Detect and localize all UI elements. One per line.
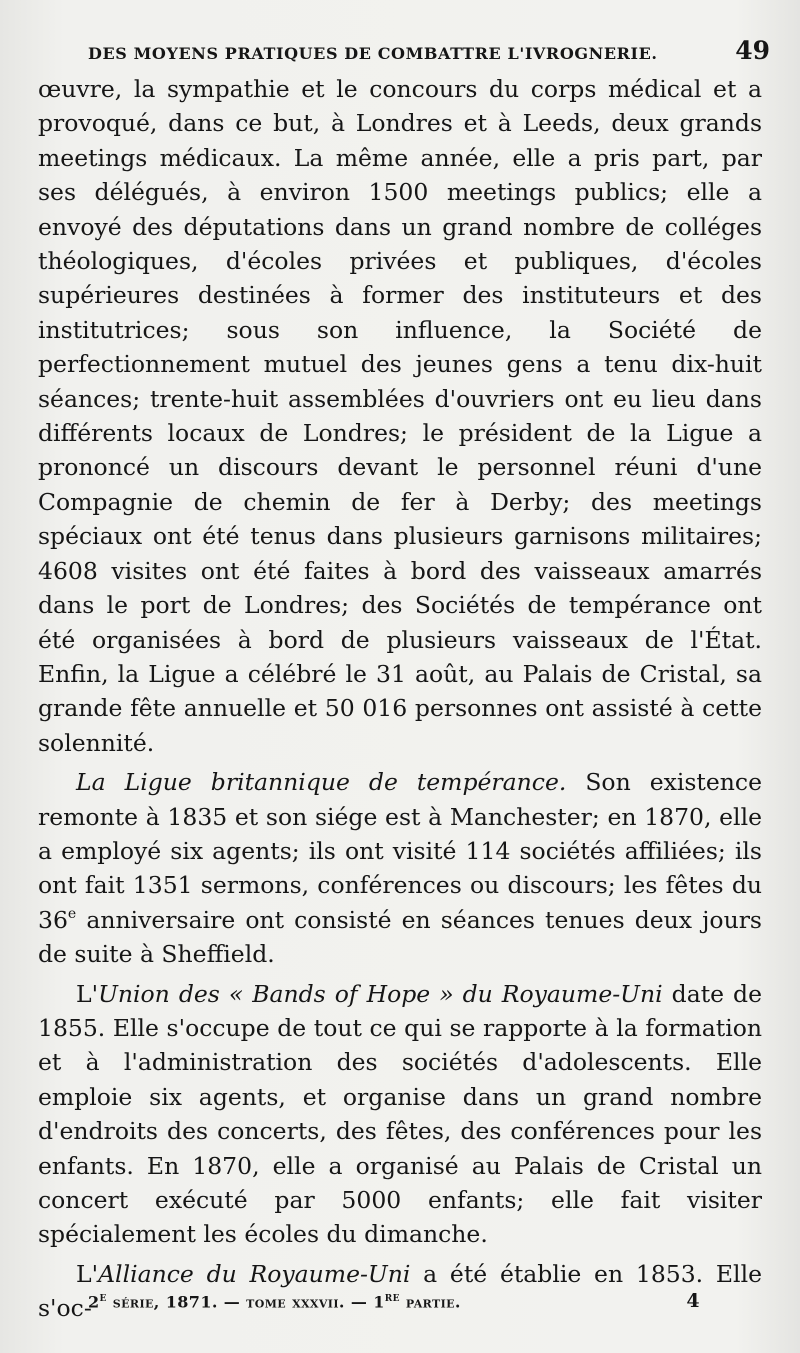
text-run: date de 1855. Elle s'occupe de tout ce qui se rapporte à la formation et à l'administration des sociétés d'adolescents. Elle emploie six agents, et organise dans un grand nombre d'endroits des concerts, des fêtes, des conférences pour les enfants. En 1870, elle a organisé au Palais de Cristal un concert exécuté par 5000 enfants; elle fait visiter spécialement les écoles du dimanche.: [38, 979, 763, 1249]
signature-mark: 4: [686, 1290, 700, 1313]
paragraph: [38, 977, 762, 1252]
text-run: L': [76, 979, 99, 1008]
series-line: 2e série, 1871. — tome xxxvii. — 1re partie.: [88, 1289, 461, 1312]
italic-run: Union des « Bands of Hope » du Royaume-Uni: [98, 979, 663, 1008]
text-run: 36: [38, 905, 68, 934]
superscript: e: [67, 905, 77, 922]
text-run: anniversaire ont consisté en séances tenues deux jours de suite à Sheffield.: [38, 905, 762, 969]
text-run: a été établie en 1853. Elle s'oc-: [38, 1259, 762, 1323]
text-run: œuvre, la sympathie et le concours du corps médical et a provoqué, dans ce but, à Londres et à Leeds, deux grands meetings médicaux. La même année, elle a pris part, par ses délégués, à environ 1500 meetings publics; elle a envoyé des députations dans un grand nombre de colléges théologiques, d'écoles privées et publiques, d'écoles supérieures destinées à former des instituteurs et des institutrices; sous son influence, la Société de perfectionnement mutuel des jeunes gens a tenu dix-huit séances; trente-huit assemblées d'ouvriers ont eu lieu dans différents locaux de Londres; le président de la Ligue a prononcé un discours devant le personnel réuni d'une Compagnie de chemin de fer à Derby; des meetings spéciaux ont été tenus dans plusieurs garnisons militaires; 4608 visites ont été faites à bord des vaisseaux amarrés dans le port de Londres; des Sociétés de tempérance ont été organisées à bord de plusieurs vaisseaux de l'État. Enfin, la Ligue a célébré le 31 août, au Palais de Cristal, sa grande fête annuelle et 50 016 personnes ont assisté à cette solennité.: [38, 75, 762, 757]
text-run: Son existence remonte à 1835 et son siége est à Manchester; en 1870, elle a employé six agents; ils ont visité 114 sociétés affiliées; ils ont fait 1351 sermons, conférences ou discours; les fêtes du: [38, 768, 762, 900]
italic-run: La Ligue britannique de tempérance.: [76, 768, 567, 797]
text-run: L': [76, 1259, 99, 1288]
body-text: [38, 72, 762, 1326]
page-footer: [88, 1289, 700, 1312]
paragraph: [38, 765, 762, 971]
page-number: 49: [735, 36, 770, 65]
running-title: DES MOYENS PRATIQUES DE COMBATTRE L'IVROGNERIE.: [88, 44, 658, 63]
italic-run: Alliance du Royaume-Uni: [98, 1259, 411, 1288]
page-header: [88, 36, 770, 65]
paragraph: [38, 72, 762, 760]
